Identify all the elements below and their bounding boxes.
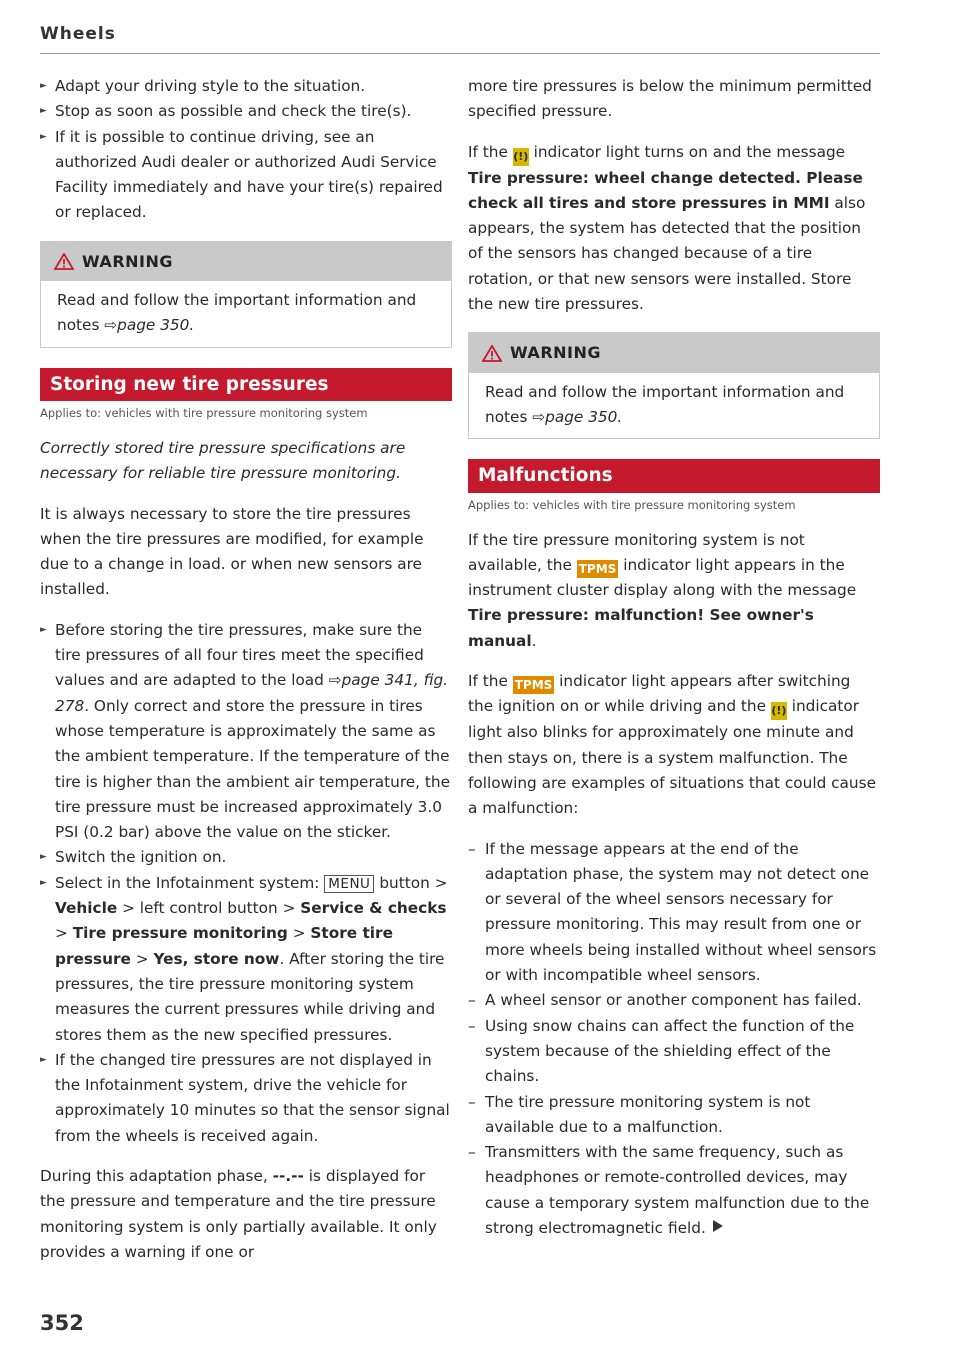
paragraph: more tire pressures is below the minimum permitted specified pressure. <box>468 77 872 121</box>
bullet-item: ► If the changed tire pressures are not displayed in the Infotainment system, drive the vehicle for approximately 10 minutes so that the sensor signal from the wheels is received again. <box>40 1048 452 1149</box>
arrow-right-icon: ⇨ <box>328 671 342 690</box>
warning-triangle-icon <box>482 345 502 362</box>
bullet-item: ► Adapt your driving style to the situation. <box>40 74 452 99</box>
warning-text: Read and follow the important information and notes <box>485 382 845 426</box>
menu-path-service: Service & checks <box>300 899 447 918</box>
warning-body <box>469 373 879 439</box>
warning-title: WARNING <box>510 343 601 363</box>
paragraph: It is always necessary to store the tire pressures when the tire pressures are modified, for example due to a change in load. or when new sensors are installed. <box>40 504 424 599</box>
list-item: – The tire pressure monitoring system is not available due to a malfunction. <box>468 1090 880 1141</box>
warning-triangle-icon <box>54 253 74 270</box>
applies-to-note: Applies to: vehicles with tire pressure monitoring system <box>468 497 796 512</box>
menu-path-store: Store tire pressure <box>55 924 393 968</box>
arrow-right-icon: ⇨ <box>532 407 546 426</box>
paragraph-text: If the <box>468 142 513 161</box>
warning-header <box>469 333 879 372</box>
tpms-icon: TPMS <box>578 561 617 576</box>
header-divider <box>40 53 880 54</box>
paragraph-text: also appears, the system has detected that the position of the sensors has changed because of a tire rotation, or that new sensors were installed. Store the new tire pressures. <box>468 193 866 314</box>
display-message: Tire pressure: wheel change detected. Please check all tires and store pressures in MMI <box>468 168 863 212</box>
warning-title: WARNING <box>82 251 173 271</box>
section-heading: Malfunctions <box>468 459 880 492</box>
tire-pressure-icon: (!) <box>771 702 787 720</box>
paragraph-text: indicator light appears in the instrument cluster display along with the message <box>468 555 857 600</box>
paragraph-text: indicator light appears after switching the ignition on or while driving and the <box>468 672 851 716</box>
list-item: – A wheel sensor or another component has failed. <box>468 988 880 1013</box>
bullet-text: . Only correct and store the pressure in tires whose temperature is approximately the same as the ambient temperature. If the temperature of the tire is higher than the ambient air temperature, the tire pressure must be increased approximately 3.0 PSI (0.2 bar) above the value on the sticker. <box>55 696 451 842</box>
running-header: Wheels <box>40 24 116 44</box>
display-message: Tire pressure: malfunction! See owner's manual <box>468 606 814 650</box>
warning-header <box>41 242 451 281</box>
paragraph-text: indicator light also blinks for approximately one minute and then stays on, there is a system malfunction. The following are examples of situations that could cause a malfunction: <box>468 697 877 818</box>
continue-arrow-icon <box>712 1216 724 1241</box>
bullet-text: button > <box>374 873 448 892</box>
bullet-item: ► If it is possible to continue driving, see an authorized Audi dealer or authorized Audi Service Facility immediately and have your tire(s) repaired or replaced. <box>40 125 452 226</box>
warning-box <box>468 332 880 439</box>
section-heading: Storing new tire pressures <box>40 368 452 401</box>
paragraph <box>40 1164 452 1265</box>
paragraph-text: indicator light turns on and the message <box>528 142 846 161</box>
list-item: – If the message appears at the end of the adaptation phase, the system may not detect one or several of the wheel sensors necessary for pressure monitoring. This may result from one or more wheels being installed without wheel sensors or with incompatible wheel sensors. <box>468 837 880 989</box>
bullet-text: Select in the Infotainment system: <box>55 873 325 892</box>
arrow-right-icon: ⇨ <box>104 316 118 335</box>
applies-to-note: Applies to: vehicles with tire pressure monitoring system <box>40 405 368 420</box>
paragraph <box>468 669 880 821</box>
bullet-item: ► Switch the ignition on. <box>40 845 452 870</box>
page-reference-link[interactable]: page 350. <box>545 407 623 426</box>
menu-key: MENU <box>324 875 374 893</box>
page-reference-link[interactable]: page 341, fig. 278 <box>55 671 449 715</box>
left-column <box>40 74 452 1280</box>
paragraph-text: If the tire pressure monitoring system is not available, the <box>468 530 805 574</box>
warning-body <box>41 281 451 347</box>
bullet-text: > left control button > <box>117 899 301 918</box>
page-number: 352 <box>40 1311 84 1335</box>
paragraph-text: If the <box>468 672 513 691</box>
paragraph-text: . <box>531 631 537 650</box>
warning-text: Read and follow the important information and notes <box>57 291 417 335</box>
paragraph <box>468 528 880 654</box>
page-reference-link[interactable]: page 350. <box>117 316 195 335</box>
bullet-item <box>40 618 452 846</box>
list-item: – Using snow chains can affect the function of the system because of the shielding effect of the chains. <box>468 1014 880 1090</box>
bullet-item: ► Stop as soon as possible and check the tire(s). <box>40 99 452 124</box>
section-lead: Correctly stored tire pressure specifications are necessary for reliable tire pressure monitoring. <box>40 438 406 483</box>
bullet-item: ► Select in the Infotainment system: MENU button > Vehicle > left control button > Service & checks > Tire pressure monitoring > Store tire pressure > Yes, store now. After storing the tire pressures, the tire pressure monitoring system measures the current pressures while driving and stores them as the new specified pressures. <box>40 871 452 1048</box>
menu-path-tpm: Tire pressure monitoring <box>72 924 288 943</box>
list-item-text: Transmitters with the same frequency, such as headphones or remote-controlled devices, may cause a temporary system malfunction due to the strong electromagnetic field. <box>485 1143 870 1237</box>
paragraph <box>468 140 880 318</box>
right-column <box>468 74 880 1241</box>
tpms-icon: TPMS <box>514 678 553 693</box>
paragraph-text: During this adaptation phase, <box>40 1166 273 1185</box>
bullet-text: Before storing the tire pressures, make sure the tire pressures of all four tires meet the specified values and are adapted to the load <box>55 620 424 690</box>
bullet-text: . After storing the tire pressures, the tire pressure monitoring system measures the current pressures while driving and stores them as the new specified pressures. <box>55 949 445 1044</box>
list-item <box>468 1140 880 1241</box>
tire-pressure-icon: (!) <box>513 148 529 166</box>
menu-path-yes: Yes, store now <box>153 949 280 968</box>
paragraph-text: is displayed for the pressure and temperature and the tire pressure monitoring system is only partially available. It only provides a warning if one or <box>40 1166 437 1261</box>
menu-path-vehicle: Vehicle <box>55 899 118 918</box>
warning-box <box>40 241 452 348</box>
dash-placeholder: --.-- <box>272 1166 304 1185</box>
